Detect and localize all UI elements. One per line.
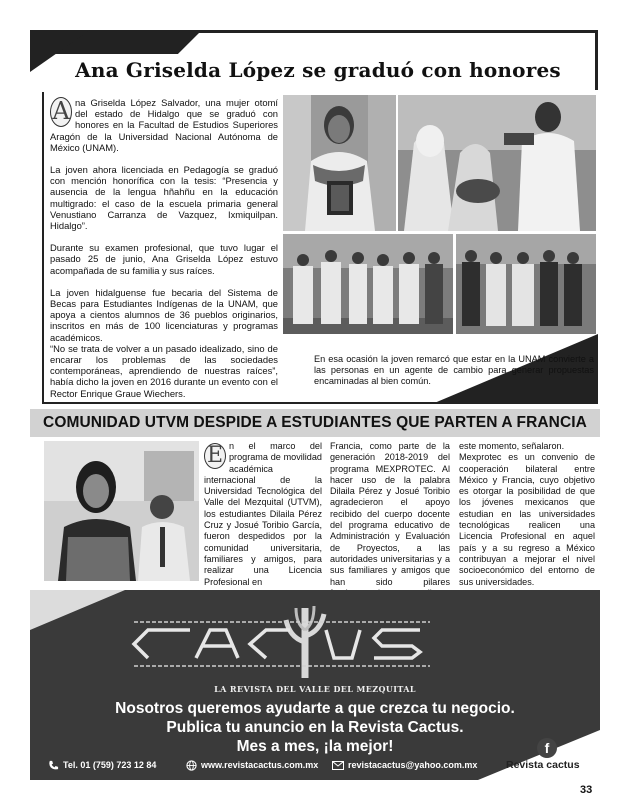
facebook-label: Revista cactus <box>506 759 580 771</box>
cactus-logo <box>130 600 480 680</box>
page-number: 33 <box>580 784 593 796</box>
article1-paragraph-3: Durante su examen profesional, que tuvo lugar el pasado 25 de junio, Ana Griselda López estuvo acompañada de su familia y sus raíces. <box>50 242 278 276</box>
article1-dropcap: A <box>50 97 72 127</box>
ad-tagline: LA REVISTA DEL VALLE DEL MEZQUITAL <box>214 684 416 694</box>
phone-icon <box>48 760 59 771</box>
article1-paragraph-2: La joven ahora licenciada en Pedagogía se graduó con mención honorífica con la tesis: “Presencia y ausencia de la lengua hñahñu en la educación multigrado: el caso de la escuela primaria general Venustiano Carranza de Vazquez, Ixmiquilpan. Hidalgo”. <box>50 164 278 232</box>
article1-paragraph-1: A na Griselda López Salvador, una mujer otomí del estado de Hidalgo que se graduó con honores en la Facultad de Estudios Superiores Aragón de la Universidad Nacional Autónoma de México (UNAM). <box>50 97 278 153</box>
ad-email[interactable]: revistacactus@yahoo.com.mx <box>332 760 477 770</box>
article2-column-1: E n el marco del programa de movilidad académica internacional de la Universidad Tecnológica del Valle del Mezquital (UTVM), los estudiantes Dilaila Pérez Cruz y Josué Toribio García, fueron despedidos por la comunidad universitaria, familiares y amigos, para realizar una Licencia Profesional en <box>204 441 322 587</box>
ad-headline-1: Nosotros queremos ayudarte a que crezca tu negocio. <box>115 700 515 717</box>
article1-closing-paragraph: En esa ocasión la joven remarcó que estar en la UNAM convierte a las personas en un agente de cambio para generar propuestas encaminadas al bien común. <box>314 354 594 387</box>
frame-rule-top <box>30 30 598 33</box>
article1-title: Ana Griselda López se graduó con honores <box>75 58 561 82</box>
ad-headline-3: Mes a mes, ¡la mejor! <box>236 738 394 755</box>
photo-ceremony <box>398 95 596 231</box>
article2-column-2: Francia, como parte de la generación 2018-2019 del programa MEXPROTEC. Al hacer uso de la palabra Dilaila Pérez y Josué Toribio agradecieron el apoyo recibido del cuerpo docente del programa educativo de Administración y Evaluación de Proyectos, a las autoridades universitarias y a sus familiares y amigos que han sido pilares <box>330 441 450 587</box>
frame-rule-left <box>42 92 44 404</box>
globe-icon <box>186 760 197 771</box>
facebook-icon[interactable]: f <box>537 738 557 758</box>
photo-family-group <box>283 234 453 334</box>
article1-paragraph-5: “No se trata de volver a un pasado idealizado, sino de encarar los problemas de las sociedades contemporáneas, aprendiendo de nuestras raíces”, había dicho la joven en 2016 durante un evento con el Rector Enrique Graue Wiechers. <box>50 342 278 399</box>
photo-students <box>44 441 199 581</box>
ad-phone: Tel. 01 (759) 723 12 84 <box>48 760 156 771</box>
photo-graduate-diploma <box>283 95 396 231</box>
ad-headline-2: Publica tu anuncio en la Revista Cactus. <box>166 719 464 736</box>
article1-body <box>50 97 278 410</box>
article2-title: COMUNIDAD UTVM DESPIDE A ESTUDIANTES QUE PARTEN A FRANCIA <box>43 414 587 431</box>
envelope-icon <box>332 761 344 770</box>
cactus-plant-icon <box>286 606 324 678</box>
article1-paragraph-4: La joven hidalguense fue becaria del Sistema de Becas para Estudiantes Indígenas de la UNAM, que apoya a cientos alumnos de 36 pueblos originarios, inscritos en más de 100 licenciaturas y programas académicos. <box>50 286 278 343</box>
frame-rule-right <box>595 30 598 90</box>
article2-column-3: este momento, señalaron. Mexprotec es un convenio de cooperación bilateral entre México y Francia, cuyo objetivo es otorgar la posibilidad de que los jóvenes mexicanos que estudian en las universidades tecnológicas realicen una Licencia Profesional en aquel país y a su regreso a México contribuyan a mejorar el nivel socioeconómico del entorno de sus universidades. <box>459 441 595 587</box>
article2-dropcap: E <box>204 443 226 469</box>
photo-officials-group <box>456 234 596 334</box>
ad-website[interactable]: www.revistacactus.com.mx <box>186 760 318 771</box>
